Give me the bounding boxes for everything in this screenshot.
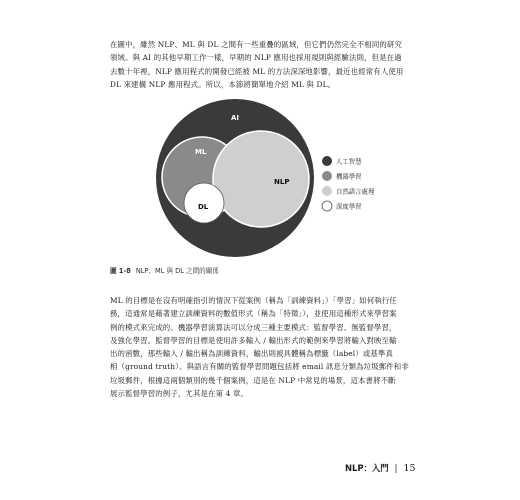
nlp-label: NLP — [274, 178, 290, 186]
text-line: 及強化學習。監督學習的目標是使用許多輸入 / 輸出形式的範例來學習將輸入對映至輸 — [110, 335, 397, 345]
text-line: 在圖中，雖然 NLP、ML 與 DL 之間有一些重疊的區域，但它們仍然完全不相同的研究 — [110, 40, 403, 49]
legend-label-dl: 深度學習 — [336, 202, 362, 211]
ml-label: ML — [195, 148, 207, 156]
text-line: 例的模式來完成的。機器學習演算法可以分成三種主要模式：監督學習、無監督學習， — [110, 322, 397, 332]
text-line: 展示監督學習的例子，尤其是在第 4 章。 — [110, 389, 249, 399]
ai-label: AI — [231, 114, 240, 122]
dl-label: DL — [198, 203, 209, 211]
legend-label-nlp: 自然語言處理 — [336, 187, 375, 196]
legend-label-ml: 機器學習 — [336, 172, 362, 181]
figure-number: 圖 1-8 — [110, 267, 131, 275]
legend-label-ai: 人工智慧 — [336, 157, 362, 166]
text-line: 出的函數，那些輸入 / 輸出稱為訓練資料，輸出則被具體稱為標籤（label）或基準真 — [110, 349, 394, 359]
text-line: 垃圾郵件，根據這兩個類別的幾千個案例，這是在 NLP 中常見的場景，這本書將不斷 — [110, 375, 396, 385]
page-number: 15 — [403, 463, 416, 474]
legend-swatch-ai — [322, 156, 332, 166]
legend — [322, 156, 375, 211]
running-section-title: NLP：入門 — [345, 463, 389, 473]
text-line: 領域。與 AI 的其他早期工作一樣，早期的 NLP 應用也採用規則與經驗法則，但是在過 — [110, 53, 402, 63]
figure-caption-text: NLP、ML 與 DL 之間的關係 — [135, 267, 219, 275]
page-footer — [345, 462, 416, 474]
footer-separator: | — [394, 463, 398, 473]
figure-caption — [110, 265, 219, 275]
text-line: 去數十年裡，NLP 應用程式的開發已經被 ML 的方法深深地影響，最近也經常有人使用 — [110, 66, 404, 76]
ml-paragraph — [110, 294, 410, 400]
text-line: DL 來建構 NLP 應用程式。所以，本節將簡單地介紹 ML 與 DL。 — [110, 79, 336, 89]
text-line: 務，這通常是藉著建立訓練資料的數值形式（稱為「特徵」），並使用這種形式來學習案 — [110, 309, 397, 319]
intro-paragraph — [110, 38, 410, 91]
nlp-ml-dl-venn-diagram — [110, 97, 410, 259]
legend-swatch-nlp — [322, 186, 332, 196]
legend-swatch-ml — [322, 171, 332, 181]
text-line: ML 的目標是在沒有明確指引的情況下從案例（稱為「訓練資料」）「學習」如何執行任 — [110, 296, 397, 305]
text-line: 相（ground truth）。與語言有關的監督學習問題包括將 email 訊息分類為垃圾郵件和非 — [110, 362, 409, 372]
legend-swatch-dl — [322, 201, 332, 211]
nlp-circle — [213, 131, 309, 227]
